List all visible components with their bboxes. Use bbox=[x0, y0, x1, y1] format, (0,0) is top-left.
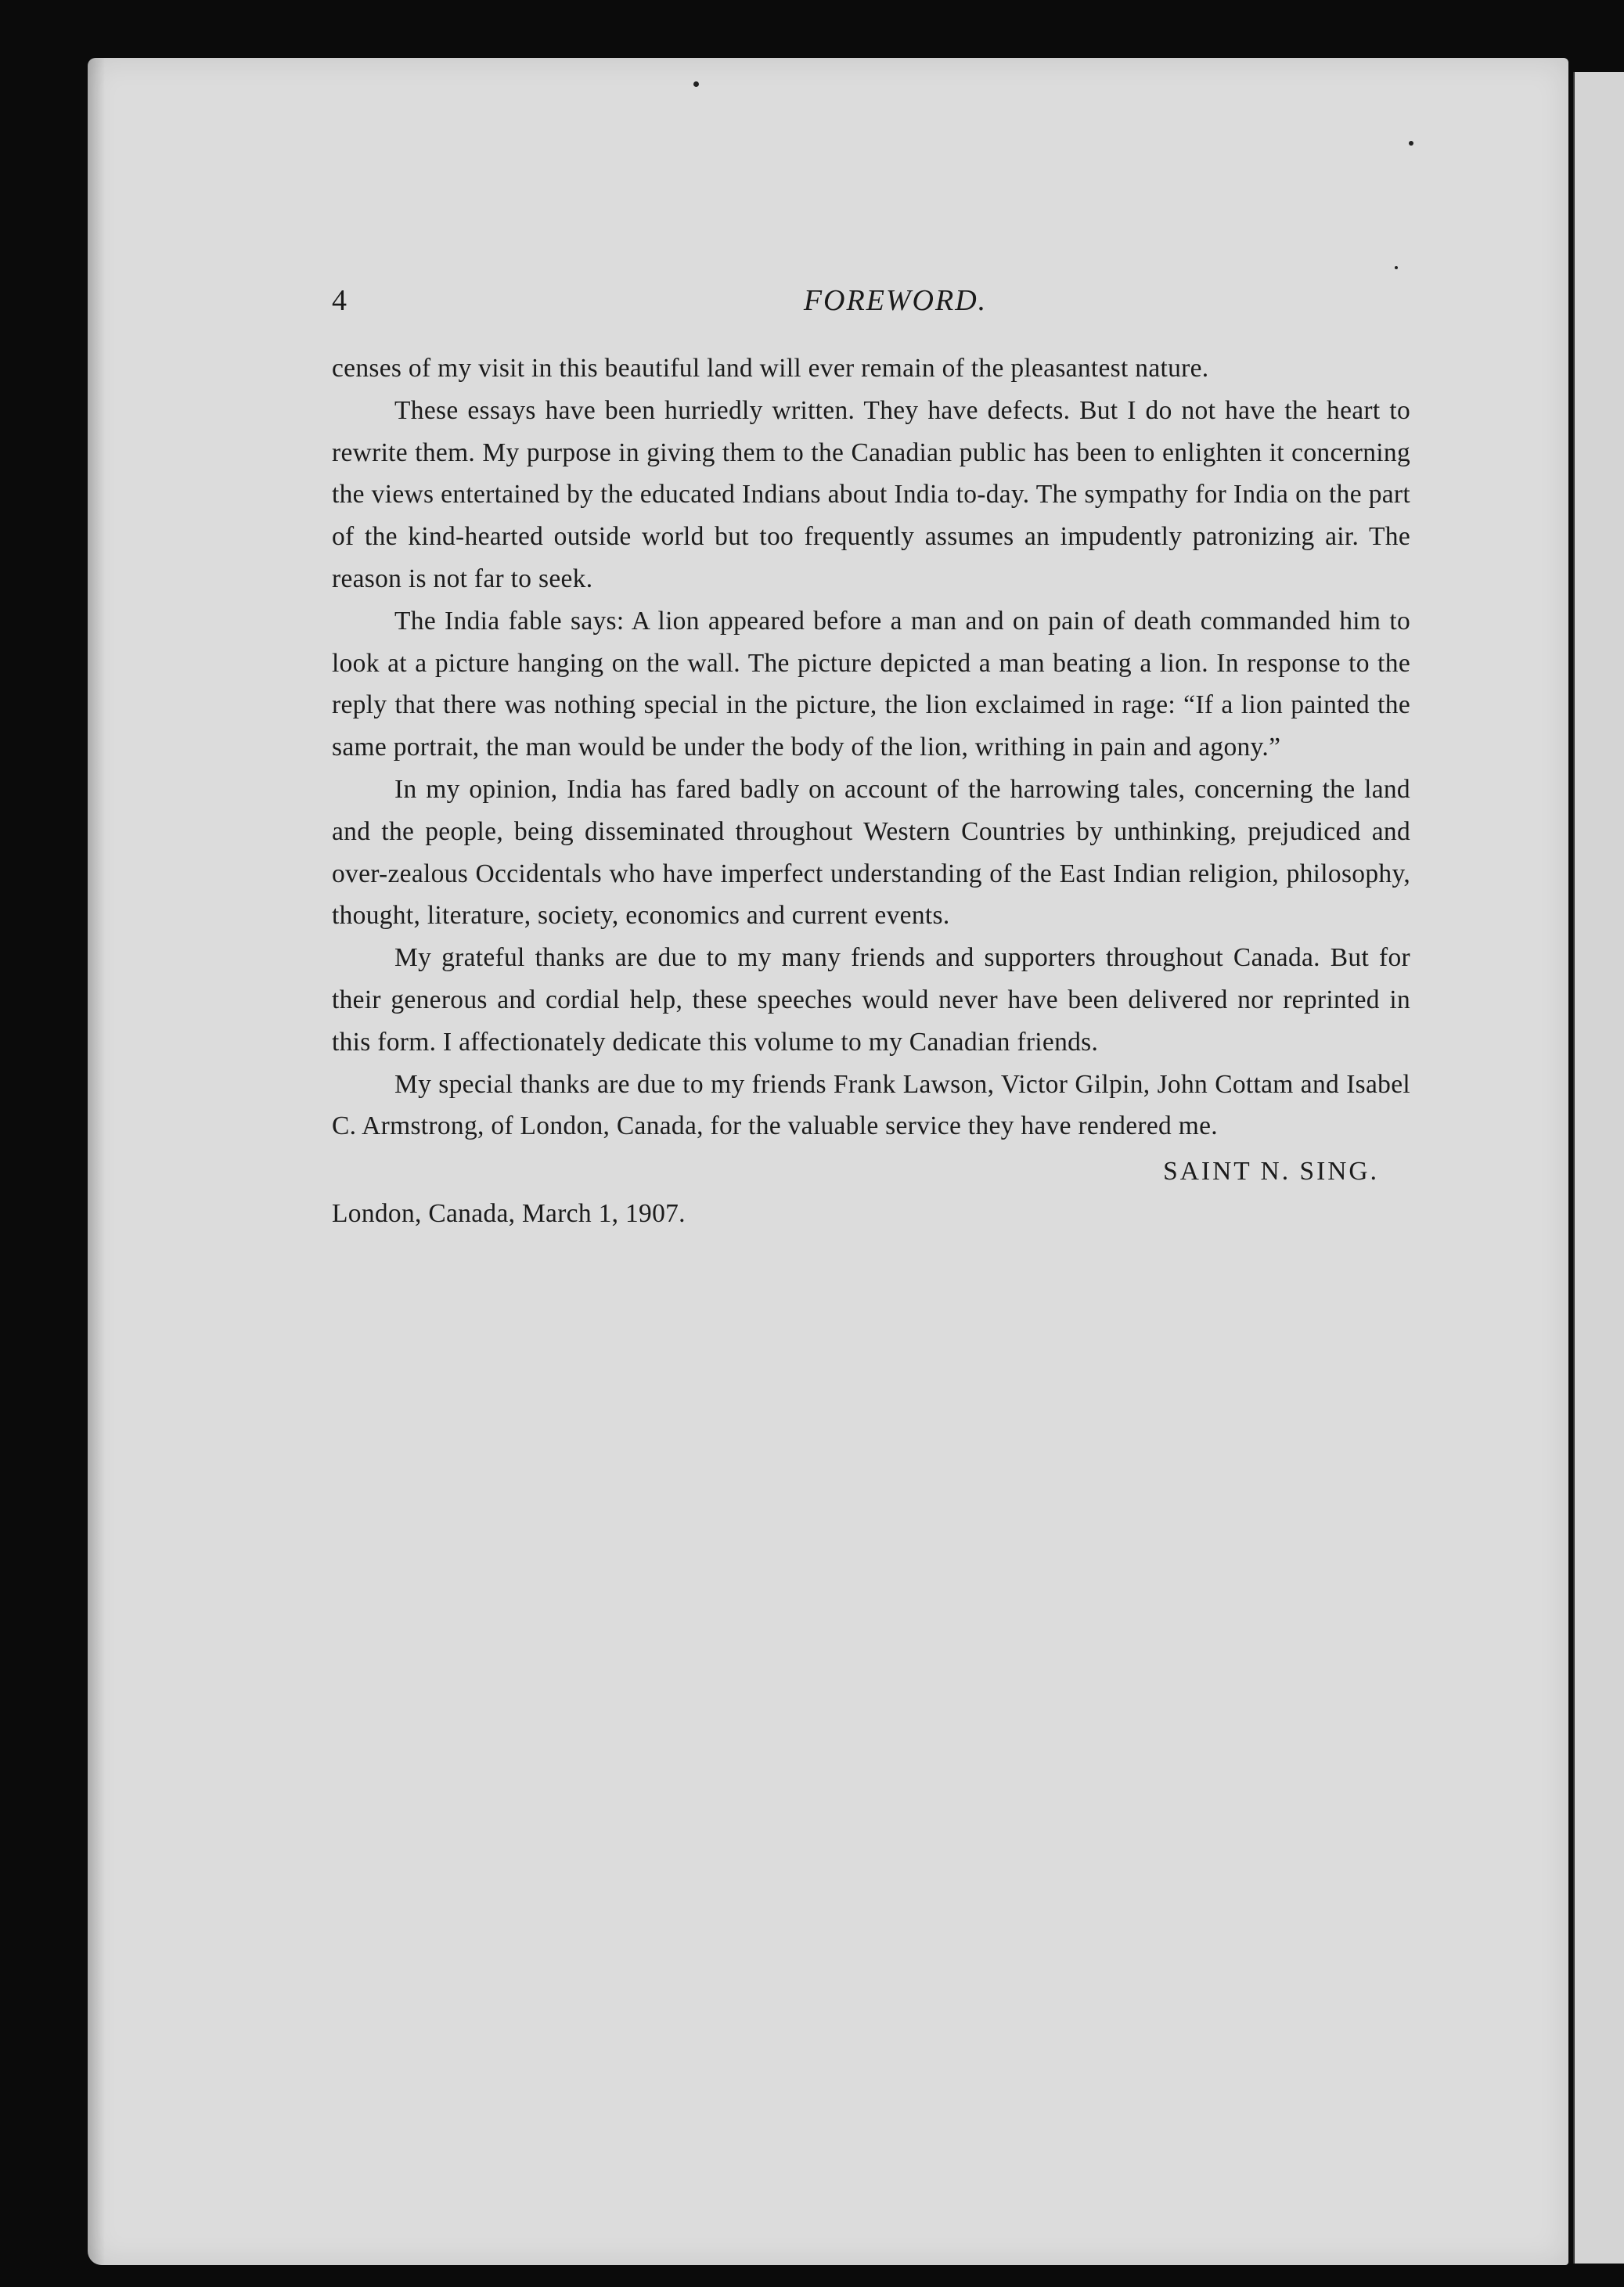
adjacent-page-edge bbox=[1573, 72, 1624, 2264]
paragraph-6: My special thanks are due to my friends Frank Lawson, Victor Gilpin, John Cottam and Isabel C. Armstrong, of London, Canada, for the valuable service they have rendered me. bbox=[332, 1069, 1410, 1141]
running-title: FOREWORD. bbox=[803, 284, 988, 317]
paragraph-3: The India fable says: A lion appeared before a man and on pain of death commanded him to look at a picture hanging on the wall. The picture depicted a man beating a lion. In response to the reply that there was nothing special in the picture, the lion exclaimed in rage: “If a lion painted the same portrait, the man would be under the body of the lion, writhing in pain and agony.” bbox=[332, 606, 1410, 762]
foreword-text bbox=[332, 348, 1410, 1235]
ink-speck bbox=[1409, 141, 1413, 146]
paragraph-1: censes of my visit in this beautiful land will ever remain of the pleasantest nature. bbox=[332, 354, 1209, 383]
paragraph-4: In my opinion, India has fared badly on account of the harrowing tales, concerning the land and the people, being disseminated throughout Western Countries by unthinking, prejudiced and over-zealous Occidentals who have imperfect understanding of the East Indian religion, philosophy, thought, literature, society, economics and current events. bbox=[332, 774, 1410, 931]
running-header bbox=[332, 283, 1412, 330]
ink-speck bbox=[1395, 266, 1398, 269]
author-signature: SAINT N. SING. bbox=[1163, 1157, 1379, 1187]
paragraph-2: These essays have been hurriedly written. They have defects. But I do not have the heart to rewrite them. My purpose in giving them to the Canadian public has been to enlighten it concerning the views entertained by the educated Indians about India to-day. The sympathy for India on the part of the kind-hearted outside world but too frequently assumes an impudently patronizing air. The reason is not far to seek. bbox=[332, 395, 1410, 593]
page-number: 4 bbox=[332, 284, 347, 317]
ink-speck bbox=[693, 81, 699, 87]
page-shadow bbox=[88, 58, 105, 2265]
paragraph-5: My grateful thanks are due to my many friends and supporters throughout Canada. But for their generous and cordial help, these speeches would never have been delivered nor reprinted in this form. I affectionately dedicate this volume to my Canadian friends. bbox=[332, 943, 1410, 1057]
dateline: London, Canada, March 1, 1907. bbox=[332, 1198, 686, 1228]
